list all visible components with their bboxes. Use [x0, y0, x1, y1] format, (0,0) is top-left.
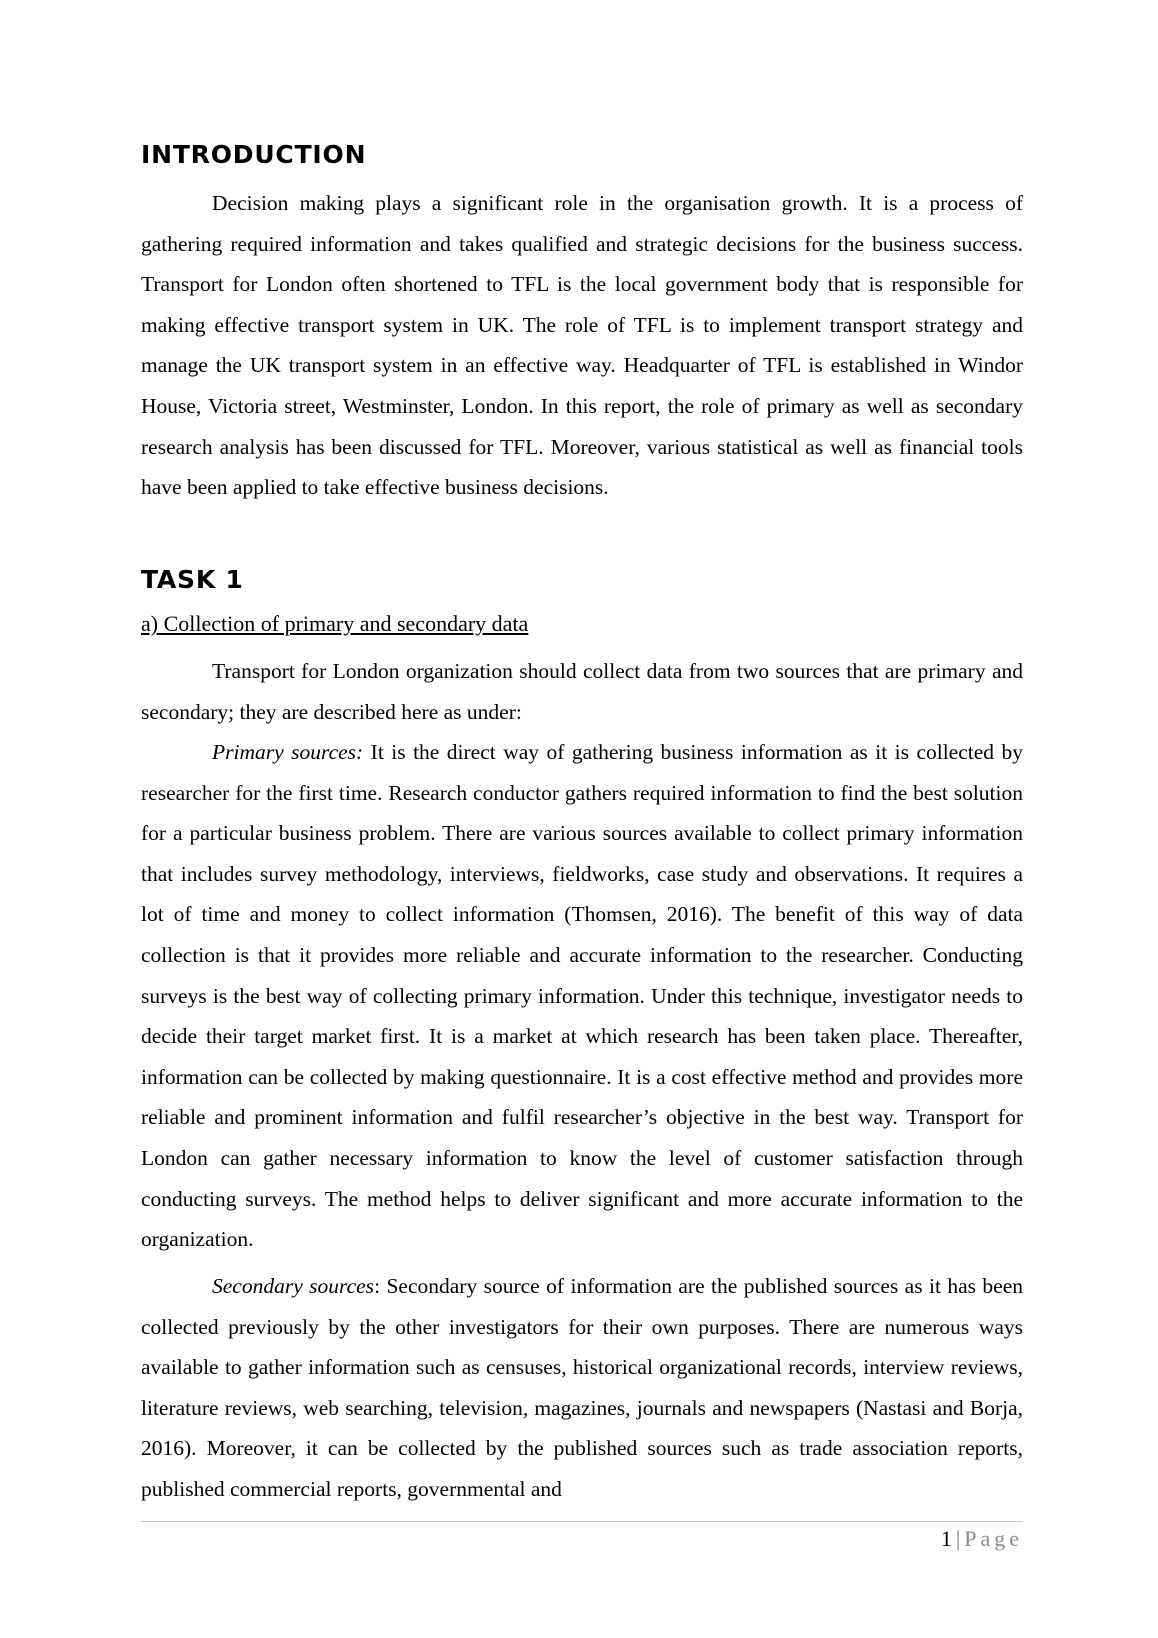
- primary-sources-paragraph: [141, 732, 1023, 1260]
- task-heading: TASK 1: [141, 565, 244, 594]
- footer-divider: [141, 1521, 1023, 1522]
- document-page: [141, 0, 1023, 1638]
- page-footer: [941, 1524, 1023, 1554]
- task-subheading: a) Collection of primary and secondary data: [141, 611, 529, 636]
- intro-paragraph: Decision making plays a significant role in the organisation growth. It is a process of gathering required information and takes qualified and strategic decisions for the business success. Transport for London often shortened to TFL is the local government body that is responsible for making effective transport system in UK. The role of TFL is to implement transport strategy and manage the UK transport system in an effective way. Headquarter of TFL is established in Windor House, Victoria street, Westminster, London. In this report, the role of primary as well as secondary research analysis has been discussed for TFL. Moreover, various statistical as well as financial tools have been applied to take effective business decisions.: [141, 191, 1023, 500]
- primary-sources-text: It is the direct way of gathering business information as it is collected by researcher for the first time. Research conductor gathers required information to find the best solution for a particular business problem. There are various sources available to collect primary information that includes survey methodology, interviews, fieldworks, case study and observations. It requires a lot of time and money to collect information (Thomsen, 2016). The benefit of this way of data collection is that it provides more reliable and accurate information to the researcher. Conducting surveys is the best way of collecting primary information. Under this technique, investigator needs to decide their target market first. It is a market at which research has been taken place. Thereafter, information can be collected by making questionnaire. It is a cost effective method and provides more reliable and prominent information and fulfil researcher’s objective in the best way. Transport for London can gather necessary information to know the level of customer satisfaction through conducting surveys. The method helps to deliver significant and more accurate information to the organization.: [141, 740, 1023, 1252]
- secondary-sources-text: : Secondary source of information are the published sources as it has been collected previously by the other investigators for their own purposes. There are numerous ways available to gather information such as censuses, historical organizational records, interview reviews, literature reviews, web searching, television, magazines, journals and newspapers (Nastasi and Borja, 2016). Moreover, it can be collected by the published sources such as trade association reports, published commercial reports, governmental and: [141, 1274, 1023, 1501]
- footer-separator: |: [955, 1526, 961, 1551]
- task-paragraph: Transport for London organization should collect data from two sources that are primary and secondary; they are described here as under:: [141, 659, 1023, 724]
- secondary-sources-paragraph: [141, 1266, 1023, 1510]
- page-number: 1: [940, 1526, 952, 1551]
- intro-heading: INTRODUCTION: [141, 140, 367, 169]
- page-label: Page: [964, 1526, 1023, 1551]
- primary-sources-label: Primary sources:: [212, 740, 364, 764]
- secondary-sources-label: Secondary sources: [212, 1274, 375, 1298]
